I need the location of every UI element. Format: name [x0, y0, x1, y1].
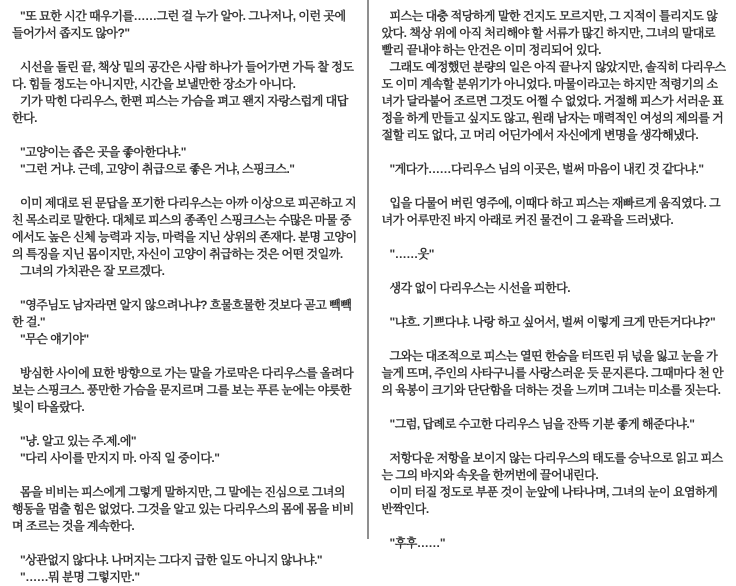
- paragraph: 몸을 비비는 피스에게 그렇게 말하지만, 그 말에는 진심으로 그녀의 행동을 멈출 힘은 없었다. 그것을 알고 있는 다리우스의 몸에 몸을 비비며 조르는 것을 계속한다.: [12, 484, 359, 535]
- paragraph-block: [382, 246, 729, 263]
- paragraph-block: [382, 416, 729, 433]
- paragraph-block: [382, 348, 729, 399]
- paragraph: "그런 거냐. 근데, 고양이 취급으로 좋은 거냐, 스핑크스.": [12, 161, 359, 178]
- paragraph: 피스는 대충 적당하게 말한 건지도 모르지만, 그 지적이 틀리지도 않았다. 책상 위에 아직 처리해야 할 서류가 많긴 하지만, 그녀의 말대로 빨리 끝내야 하는 안건은 이미 정리되어 있다.: [382, 8, 729, 59]
- paragraph: 시선을 돌린 끝, 책상 밑의 공간은 사람 하나가 들어가면 가득 찰 정도다. 힘들 정도는 아니지만, 시간을 보낼만한 장소가 아니다.: [12, 59, 359, 93]
- paragraph-block: [382, 535, 729, 552]
- paragraph-block: [382, 450, 729, 518]
- paragraph: "영주님도 남자라면 알지 않으려나냐? 흐물흐물한 것보다 곧고 빽빽한 걸.": [12, 297, 359, 331]
- paragraph: 입을 다물어 버린 영주에, 이때다 하고 피스는 재빠르게 움직였다. 그녀가 어루만진 바지 아래로 커진 물건이 그 윤곽을 드러냈다.: [382, 195, 729, 229]
- paragraph: "게다가……다리우스 님의 이곳은, 벌써 마음이 내킨 것 같다냐.": [382, 161, 729, 178]
- paragraph-block: [12, 195, 359, 280]
- paragraph: "냐흐. 기쁘다냐. 나랑 하고 싶어서, 벌써 이렇게 크게 만든거다냐?": [382, 314, 729, 331]
- paragraph: 저항다운 저항을 보이지 않는 다리우스의 태도를 승낙으로 읽고 피스는 그의 바지와 속옷을 한꺼번에 끌어내린다.: [382, 450, 729, 484]
- paragraph: 생각 없이 다리우스는 시선을 피한다.: [382, 280, 729, 297]
- paragraph: "후후……": [382, 535, 729, 552]
- paragraph-block: [12, 433, 359, 467]
- paragraph-block: [12, 297, 359, 348]
- paragraph: 이미 터질 정도로 부푼 것이 눈앞에 나타나며, 그녀의 눈이 요염하게 반짝인다.: [382, 484, 729, 518]
- paragraph-block: [12, 365, 359, 416]
- paragraph: "상관없지 않다냐. 나머지는 그다지 급한 일도 아니지 않나냐.": [12, 552, 359, 569]
- paragraph-block: [12, 484, 359, 535]
- paragraph-block: [12, 59, 359, 127]
- paragraph: "냥. 알고 있는 주.제.에": [12, 433, 359, 450]
- paragraph: "고양이는 좁은 곳을 좋아한다냐.": [12, 144, 359, 161]
- paragraph-block: [382, 314, 729, 331]
- paragraph-block: [12, 552, 359, 586]
- paragraph-block: [382, 280, 729, 297]
- page-right: [369, 0, 736, 539]
- page-left: [0, 0, 367, 539]
- paragraph-block: [12, 144, 359, 178]
- paragraph: 그녀의 가치관은 잘 모르겠다.: [12, 263, 359, 280]
- paragraph: "또 묘한 시간 때우기를……그런 걸 누가 알아. 그나저나, 이런 곳에 들어가서 좁지도 않아?": [12, 8, 359, 42]
- paragraph: "그럼, 답례로 수고한 다리우스 님을 잔뜩 기분 좋게 해준다냐.": [382, 416, 729, 433]
- paragraph-block: [382, 195, 729, 229]
- paragraph: "무슨 얘기야": [12, 331, 359, 348]
- paragraph: "……웃": [382, 246, 729, 263]
- paragraph: "다리 사이를 만지지 마. 아직 일 중이다.": [12, 450, 359, 467]
- paragraph: 그래도 예정했던 분량의 일은 아직 끝나지 않았지만, 솔직히 다리우스도 이미 계속할 분위기가 아니었다. 마물이라고는 하지만 적령기의 소녀가 달라붙어 조르면 그것도 어쩔 수 없었다. 거절해 피스가 서러운 표정을 하게 만들고 싶지도 않고, 원래 남자는 매력적인 여성의 제의를 거절할 리도 없다, 고 머리 어딘가에서 자신에게 변명을 생각해냈다.: [382, 59, 729, 144]
- paragraph-block: [382, 8, 729, 144]
- paragraph-block: [382, 161, 729, 178]
- paragraph: 이미 제대로 된 문답을 포기한 다리우스는 아까 이상으로 피곤하고 지친 목소리로 말한다. 대체로 피스의 종족인 스핑크스는 수많은 마물 중에서도 높은 신체 능력과 지능, 마력을 지닌 상위의 존재다. 분명 고양이의 특징을 지닌 몸이지만, 자신이 고양이 취급하는 것은 어떤 것일까.: [12, 195, 359, 263]
- paragraph: 그와는 대조적으로 피스는 열띤 한숨을 터뜨린 뒤 넋을 잃고 눈을 가늘게 뜨며, 주인의 사타구니를 사랑스러운 듯 문지른다. 그때마다 천 안의 육봉이 크기와 단단함을 더하는 것을 느끼며 그녀는 미소를 짓는다.: [382, 348, 729, 399]
- paragraph-block: [12, 8, 359, 42]
- paragraph: "……뭐 분명 그렇지만.": [12, 569, 359, 586]
- paragraph: 방심한 사이에 묘한 방향으로 가는 말을 가로막은 다리우스를 올려다보는 스핑크스. 풍만한 가슴을 문지르며 그를 보는 푸른 눈에는 야릇한 빛이 타올랐다.: [12, 365, 359, 416]
- paragraph: 기가 막힌 다리우스, 한편 피스는 가슴을 펴고 왠지 자랑스럽게 대답한다.: [12, 93, 359, 127]
